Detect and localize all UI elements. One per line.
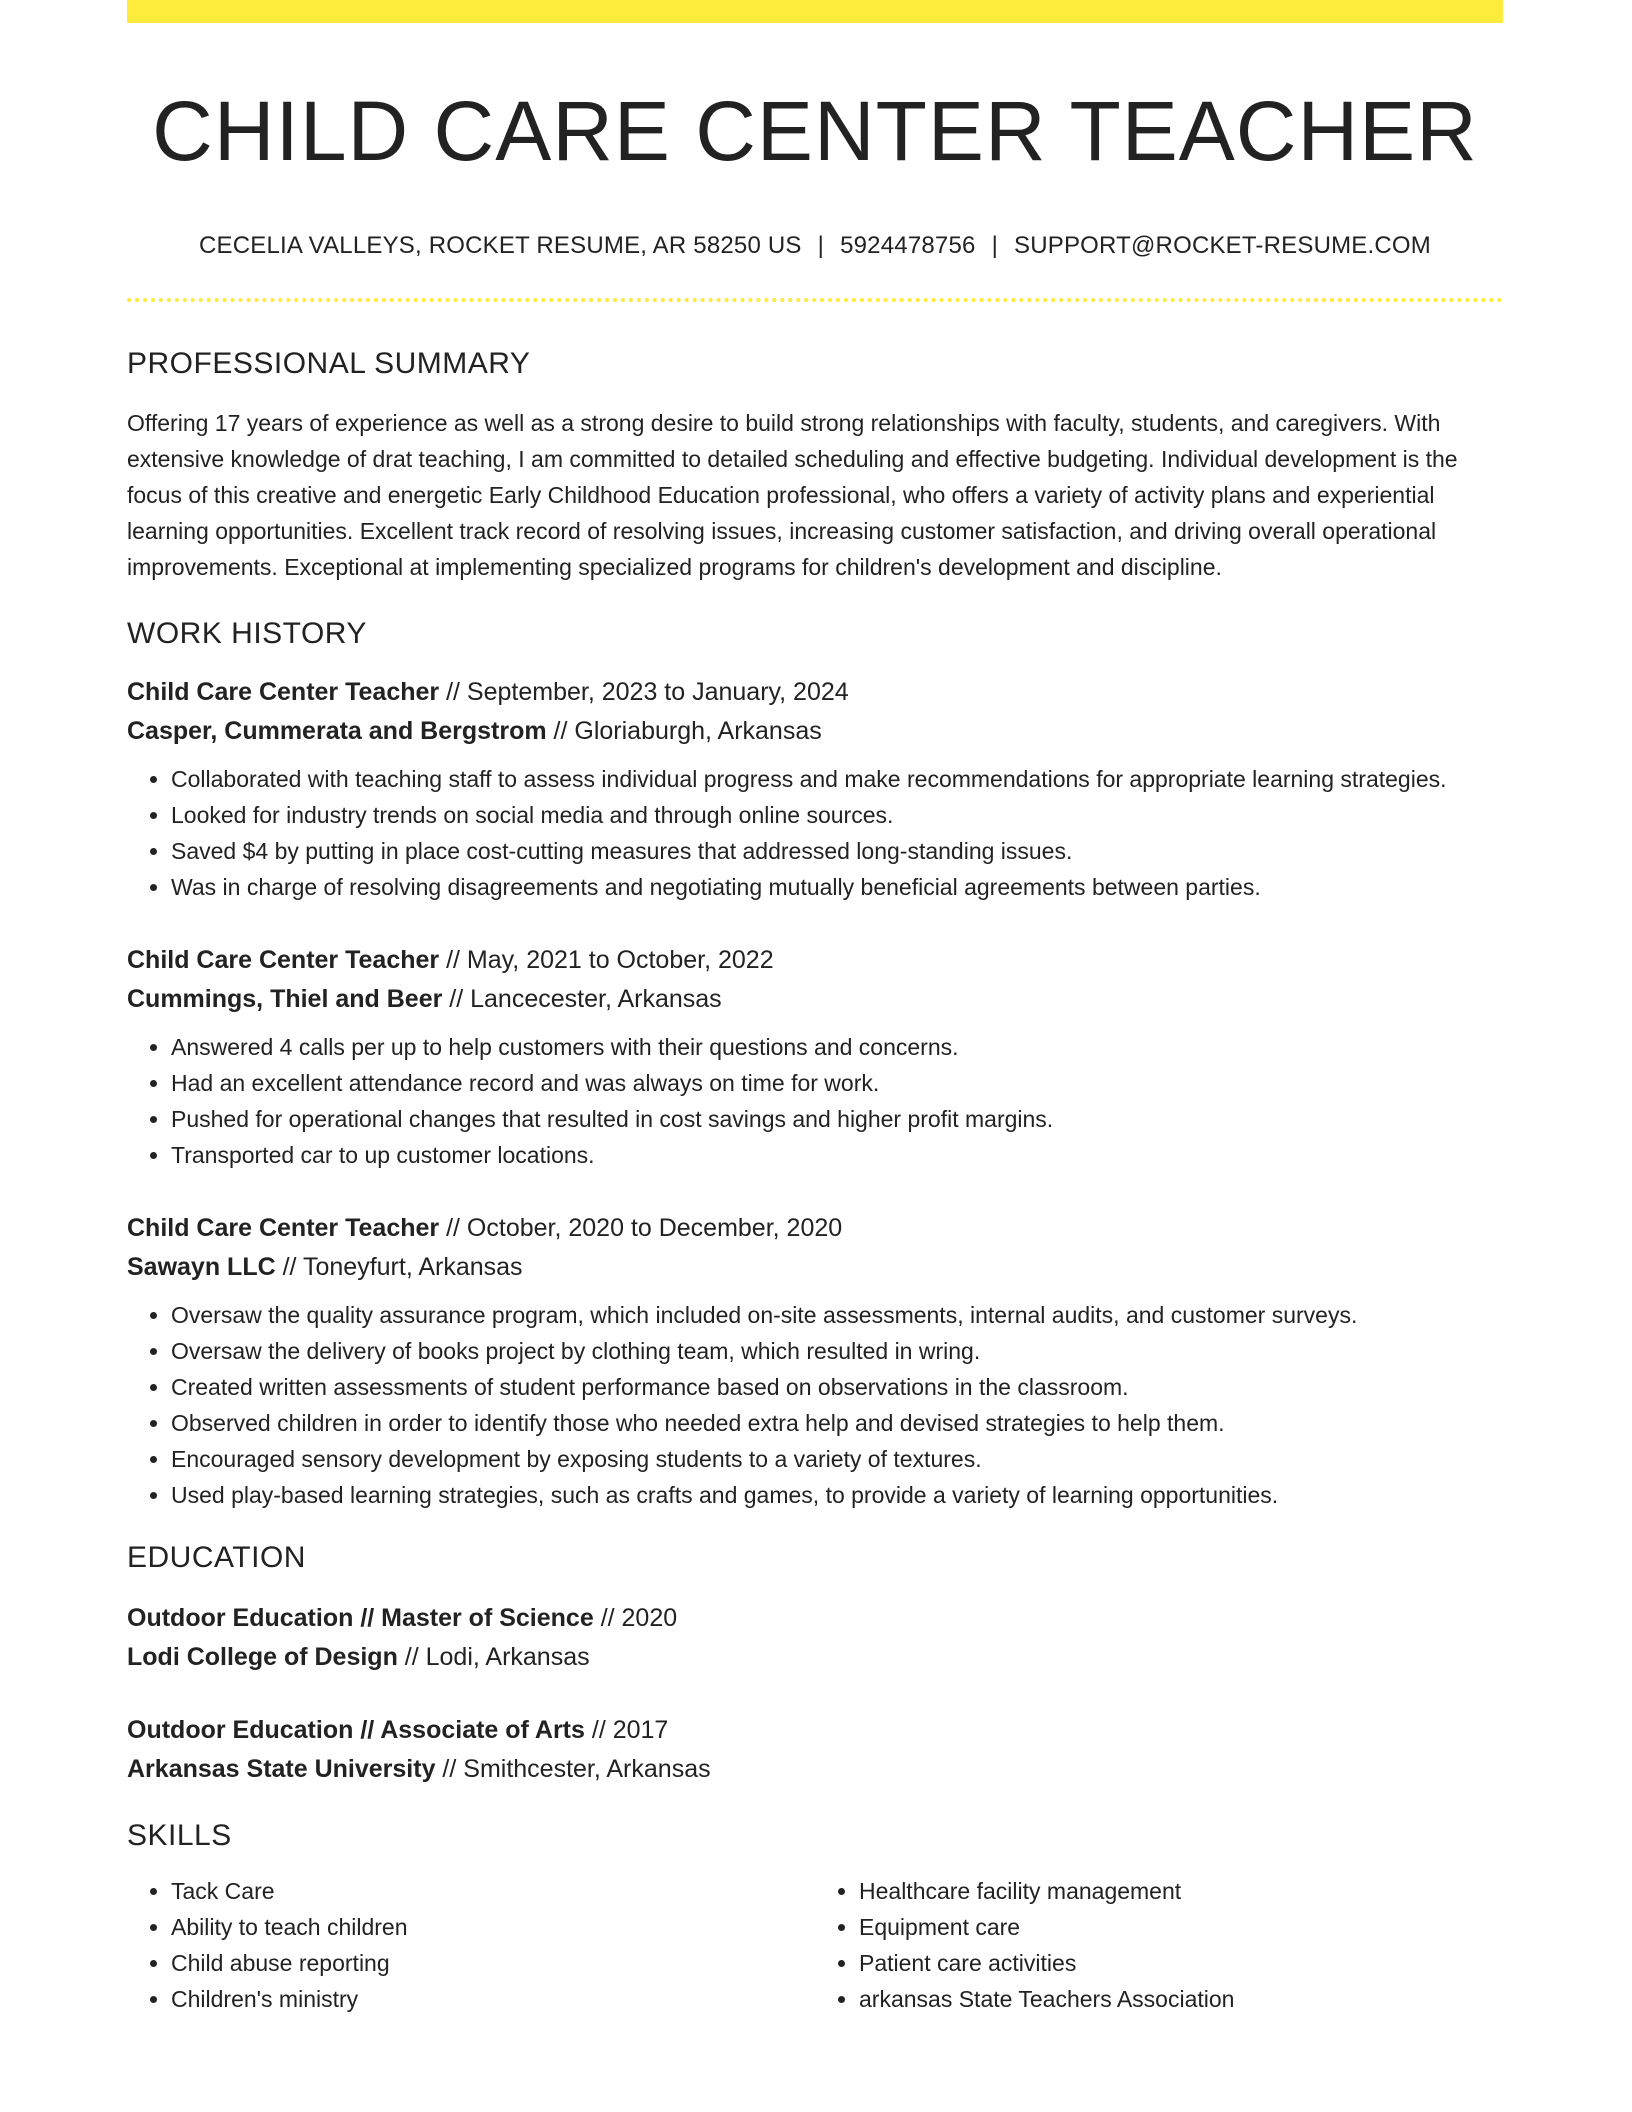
contact-email: SUPPORT@ROCKET-RESUME.COM bbox=[1014, 231, 1431, 259]
skill-item: • Child abuse reporting bbox=[171, 1945, 815, 1981]
contact-phone: 5924478756 bbox=[840, 231, 976, 259]
job-bullet: • Looked for industry trends on social media and through online sources. bbox=[171, 797, 1503, 833]
education-year: // 2017 bbox=[584, 1715, 669, 1744]
education-school: Arkansas State University bbox=[127, 1754, 436, 1783]
skill-item: • arkansas State Teachers Association bbox=[859, 1981, 1503, 2017]
job-title-line bbox=[127, 1209, 1503, 1248]
job-title-line bbox=[127, 941, 1503, 980]
job-bullet: • Oversaw the delivery of books project by clothing team, which resulted in wring. bbox=[171, 1333, 1503, 1369]
education-location: // Lodi, Arkansas bbox=[397, 1642, 590, 1671]
education-entry bbox=[127, 1599, 1503, 1677]
job-location: // Gloriaburgh, Arkansas bbox=[546, 716, 822, 745]
summary-text: Offering 17 years of experience as well as a strong desire to build strong relationships with faculty, students, and caregivers. With extensive knowledge of drat teaching, I am committed to detailed scheduling and effective budgeting. Individual development is the focus of this creative and energetic Early Childhood Education professional, who offers a variety of activity plans and experiential learning opportunities. Excellent track record of resolving issues, increasing customer satisfaction, and driving overall operational improvements. Exceptional at implementing specialized programs for children's development and discipline. bbox=[127, 409, 1458, 580]
education-degree: Outdoor Education // Associate of Arts bbox=[127, 1715, 585, 1744]
skills-list-left bbox=[127, 1873, 815, 2017]
resume-title: CHILD CARE CENTER TEACHER bbox=[152, 84, 1478, 178]
skill-item: • Equipment care bbox=[859, 1909, 1503, 1945]
job-bullet: • Pushed for operational changes that resulted in cost savings and higher profit margins. bbox=[171, 1101, 1503, 1137]
job-bullet: • Oversaw the quality assurance program, which included on-site assessments, internal audits, and customer surveys. bbox=[171, 1297, 1503, 1333]
skill-item: • Patient care activities bbox=[859, 1945, 1503, 1981]
job-bullet: • Saved $4 by putting in place cost-cutting measures that addressed long-standing issues. bbox=[171, 833, 1503, 869]
job-bullets bbox=[127, 1029, 1503, 1173]
job-entry bbox=[127, 673, 1503, 905]
education-location: // Smithcester, Arkansas bbox=[435, 1754, 711, 1783]
job-bullets bbox=[127, 1297, 1503, 1513]
job-bullet: • Had an excellent attendance record and was always on time for work. bbox=[171, 1065, 1503, 1101]
job-bullet: • Used play-based learning strategies, such as crafts and games, to provide a variety of learning opportunities. bbox=[171, 1477, 1503, 1513]
job-bullet: • Created written assessments of student performance based on observations in the classroom. bbox=[171, 1369, 1503, 1405]
job-location: // Toneyfurt, Arkansas bbox=[275, 1252, 523, 1281]
job-bullet: • Observed children in order to identify those who needed extra help and devised strategies to help them. bbox=[171, 1405, 1503, 1441]
section-heading-summary: PROFESSIONAL SUMMARY bbox=[127, 346, 531, 380]
skill-item: • Children's ministry bbox=[171, 1981, 815, 2017]
job-bullet: • Collaborated with teaching staff to assess individual progress and make recommendations for appropriate learning strategies. bbox=[171, 761, 1503, 797]
skills-columns bbox=[127, 1873, 1503, 2017]
education-degree-line bbox=[127, 1711, 1503, 1750]
job-employer: Casper, Cummerata and Bergstrom bbox=[127, 716, 547, 745]
job-title: Child Care Center Teacher bbox=[127, 677, 440, 706]
contact-separator: | bbox=[817, 231, 825, 259]
education-entry bbox=[127, 1711, 1503, 1789]
job-entry bbox=[127, 1209, 1503, 1513]
skills-list-right bbox=[815, 1873, 1503, 2017]
education-school-line bbox=[127, 1638, 1503, 1677]
job-dates: // September, 2023 to January, 2024 bbox=[439, 677, 849, 706]
resume-page bbox=[127, 0, 1503, 2017]
job-bullet: • Answered 4 calls per up to help customers with their questions and concerns. bbox=[171, 1029, 1503, 1065]
job-dates: // October, 2020 to December, 2020 bbox=[439, 1213, 843, 1242]
job-bullet: • Transported car to up customer locations. bbox=[171, 1137, 1503, 1173]
education-school: Lodi College of Design bbox=[127, 1642, 398, 1671]
skill-item: • Healthcare facility management bbox=[859, 1873, 1503, 1909]
skill-item: • Ability to teach children bbox=[171, 1909, 815, 1945]
contact-separator: | bbox=[991, 231, 998, 259]
job-title-line bbox=[127, 673, 1503, 712]
education-degree: Outdoor Education // Master of Science bbox=[127, 1603, 594, 1632]
contact-address: CECELIA VALLEYS, ROCKET RESUME, AR 58250 US bbox=[199, 231, 802, 259]
top-accent-bar bbox=[127, 0, 1503, 23]
section-heading-work-history: WORK HISTORY bbox=[127, 616, 367, 650]
job-title: Child Care Center Teacher bbox=[127, 1213, 440, 1242]
job-employer-line bbox=[127, 980, 1503, 1019]
education-year: // 2020 bbox=[593, 1603, 678, 1632]
section-heading-education: EDUCATION bbox=[127, 1540, 306, 1574]
job-dates: // May, 2021 to October, 2022 bbox=[439, 945, 774, 974]
skill-item: • Tack Care bbox=[171, 1873, 815, 1909]
dotted-divider bbox=[127, 298, 1503, 302]
education-degree-line bbox=[127, 1599, 1503, 1638]
job-employer-line bbox=[127, 1248, 1503, 1287]
job-employer: Sawayn LLC bbox=[127, 1252, 276, 1281]
job-title: Child Care Center Teacher bbox=[127, 945, 440, 974]
job-bullet: • Was in charge of resolving disagreements and negotiating mutually beneficial agreements between parties. bbox=[171, 869, 1503, 905]
job-entry bbox=[127, 941, 1503, 1173]
job-employer: Cummings, Thiel and Beer bbox=[127, 984, 443, 1013]
education-school-line bbox=[127, 1750, 1503, 1789]
contact-line bbox=[127, 232, 1503, 260]
job-employer-line bbox=[127, 712, 1503, 751]
job-bullet: • Encouraged sensory development by exposing students to a variety of textures. bbox=[171, 1441, 1503, 1477]
section-heading-skills: SKILLS bbox=[127, 1818, 232, 1852]
job-bullets bbox=[127, 761, 1503, 905]
job-location: // Lancecester, Arkansas bbox=[442, 984, 722, 1013]
